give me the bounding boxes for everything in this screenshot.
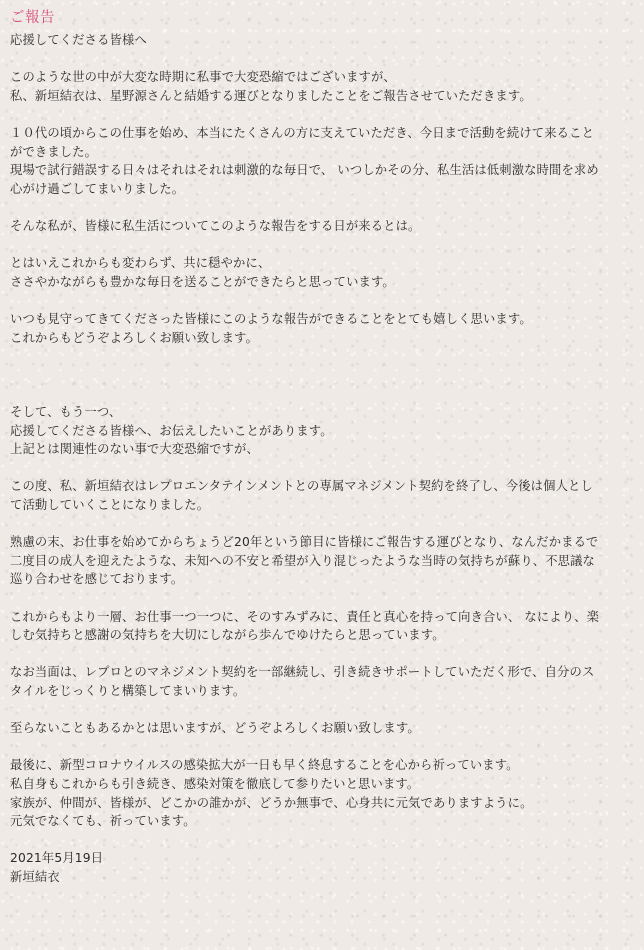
spacer <box>10 589 634 608</box>
text-line: １０代の頃からこの仕事を始め、本当にたくさんの方に支えていただき、今日まで活動を続けて来ること <box>10 125 595 140</box>
paragraph-thanks <box>10 310 634 347</box>
spacer <box>10 50 634 69</box>
text-line: タイルをじっくりと構築してまいります。 <box>10 684 246 698</box>
spacer <box>10 701 634 720</box>
text-line: この度、私、新垣結衣はレプロエンタテインメントとの専属マネジメント契約を終了し、今後は個人とし <box>10 479 593 494</box>
paragraph-management <box>10 663 634 700</box>
text-line: 応援してくださる皆様へ、お伝えしたいことがあります。 <box>10 423 333 438</box>
text-line: 二度目の成人を迎えたような、未知への不安と希望が入り混じったような当時の気持ちが蘇り、不思議な <box>10 553 596 568</box>
text-line: これからもどうぞよろしくお願い致します。 <box>10 330 258 345</box>
spacer <box>10 291 634 310</box>
text-line: 熟慮の末、お仕事を始めてからちょうど20年という節目に皆様にご報告する運びとなり、なんだかまるで <box>10 535 599 550</box>
paragraph-commitment <box>10 608 634 645</box>
text-line: しむ気持ちと感謝の気持ちを大切にしながら歩んでゆけたらと思っています。 <box>10 628 445 643</box>
text-line: 心がけ過ごしてまいりました。 <box>10 181 185 196</box>
text-line: 現場で試行錯誤する日々はそれはそれは刺激的な毎日で、 いつしかその分、私生活は低刺激な時間を求め <box>10 163 599 178</box>
spacer <box>10 738 634 757</box>
paragraph-future <box>10 254 634 291</box>
text-line: そして、もう一つ、 <box>10 405 122 420</box>
paragraph-marriage <box>10 68 634 105</box>
paragraph-career <box>10 124 634 198</box>
spacer <box>10 515 634 534</box>
date: 2021年5月19日 <box>10 851 104 866</box>
text-line: いつも見守ってきてくださった皆様にこのような報告ができることをとても嬉しく思います。 <box>10 311 532 326</box>
spacer <box>10 105 634 124</box>
spacer <box>10 347 634 403</box>
text-line: 至らないこともあるかとは思いますが、どうぞよろしくお願い致します。 <box>10 721 420 736</box>
text-line: て活動していくことになりました。 <box>10 498 210 513</box>
text-line: 私、新垣結衣は、星野源さんと結婚する運びとなりましたことをご報告させていただきます。 <box>10 88 532 103</box>
text-line: ができました。 <box>10 144 98 159</box>
announcement-title: ご報告 <box>10 10 55 26</box>
text-line: そんな私が、皆様に私生活についてこのような報告をする日が来るとは。 <box>10 218 421 233</box>
text-line: 上記とは関連性のない事で大変恐縮ですが、 <box>10 442 259 457</box>
spacer <box>10 198 634 217</box>
spacer <box>10 831 634 850</box>
paragraph-private-life <box>10 217 634 236</box>
paragraph-contract-end <box>10 477 634 514</box>
text-line: 家族が、仲間が、皆様が、どこかの誰かが、どうか無事で、心身共に元気でありますように。 <box>10 795 533 810</box>
text-line: 最後に、新型コロナウイルスの感染拡大が一日も早く終息することを心から祈っています。 <box>10 758 519 773</box>
paragraph-milestone <box>10 533 634 589</box>
text-line: 巡り合わせを感じております。 <box>10 572 184 587</box>
paragraph-closing-wishes <box>10 756 634 830</box>
spacer <box>10 645 634 664</box>
text-line: このような世の中が大変な時期に私事で大変恐縮ではございますが、 <box>10 70 396 85</box>
spacer <box>10 236 634 255</box>
greeting: 応援してくださる皆様へ <box>10 33 147 47</box>
text-line: ささやかながらも豊かな毎日を送ることができたらと思っています。 <box>10 274 395 289</box>
signature: 新垣結衣 <box>10 869 60 884</box>
paragraph-second-announcement <box>10 403 634 459</box>
spacer <box>10 459 634 478</box>
text-line: 私自身もこれからも引き続き、感染対策を徹底して参りたいと思います。 <box>10 776 420 791</box>
text-line: これからもより一層、お仕事一つ一つに、そのすみずみに、責任と真心を持って向き合い、 なにより、楽 <box>10 609 600 624</box>
text-line: なお当面は、レプロとのマネジメント契約を一部継続し、引き続きサポートしていただく形で、自分のス <box>10 665 595 680</box>
text-line: 元気でなくても、祈っています。 <box>10 814 196 829</box>
paragraph-request <box>10 719 634 738</box>
text-line: とはいえこれからも変わらず、共に穏やかに、 <box>10 256 271 271</box>
